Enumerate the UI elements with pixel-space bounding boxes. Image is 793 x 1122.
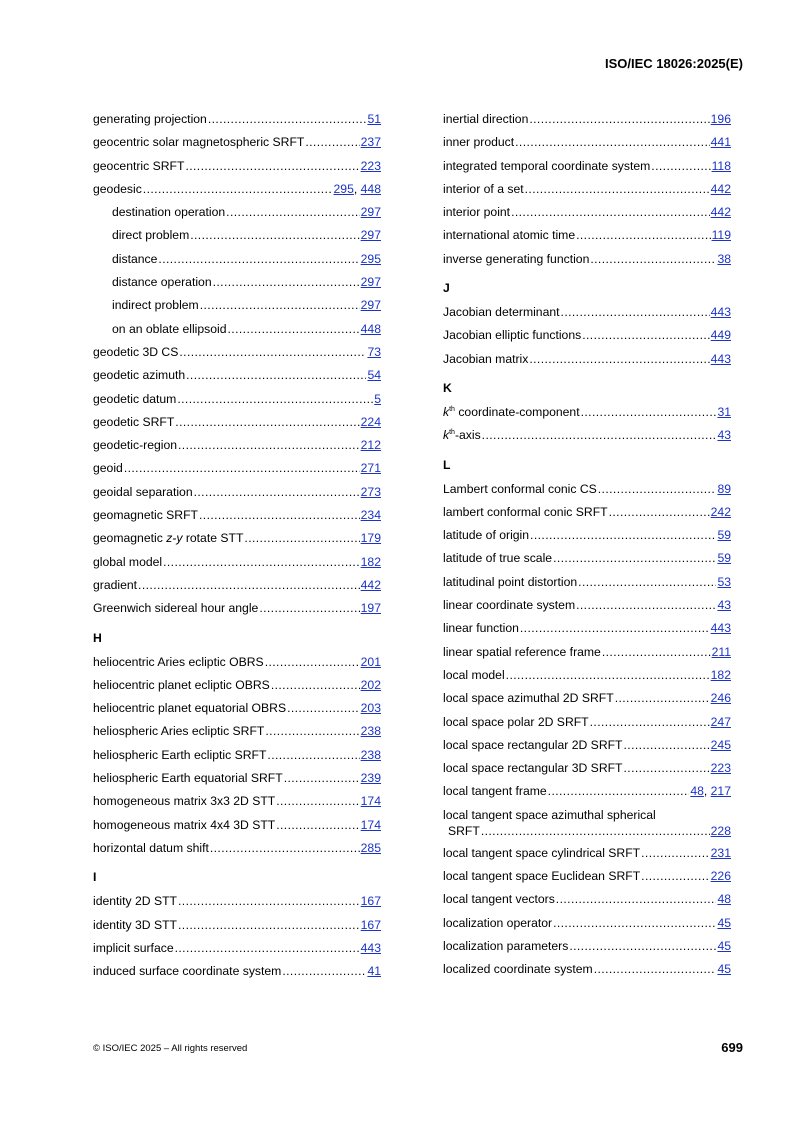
page-link[interactable]: 167	[360, 894, 381, 909]
page-link[interactable]: 201	[360, 654, 381, 669]
index-entry: geodetic-region ..... 212	[93, 436, 381, 459]
page-link[interactable]: 224	[360, 414, 381, 429]
page-link[interactable]: 54	[367, 368, 381, 383]
index-entry: geomagnetic z-y rotate STT ..... 179	[93, 529, 381, 552]
page-link[interactable]: 167	[360, 917, 381, 932]
page-link[interactable]: 43	[717, 598, 731, 613]
section-letter-h: H	[93, 630, 102, 645]
page-link[interactable]: 217	[710, 784, 731, 799]
index-entry: geomagnetic SRFT ..... 234	[93, 506, 381, 529]
page-link[interactable]: 297	[360, 228, 381, 243]
page-link[interactable]: 212	[360, 438, 381, 453]
page-link[interactable]: 53	[717, 574, 731, 589]
index-entry: identity 2D STT ..... 167	[93, 892, 381, 915]
index-entry: heliocentric planet equatorial OBRS ..... 203	[93, 699, 381, 722]
index-entry: Jacobian matrix ..... 443	[443, 350, 731, 373]
page-link[interactable]: 31	[717, 404, 731, 419]
index-entry: localization operator ..... 45	[443, 914, 731, 937]
index-entry: localized coordinate system ..... 45	[443, 960, 731, 983]
index-entry: Lambert conformal conic CS ..... 89	[443, 480, 731, 503]
index-entry: geodesic ..... 295, 448	[93, 180, 381, 203]
page-link[interactable]: 38	[717, 251, 731, 266]
document-header: ISO/IEC 18026:2025(E)	[604, 56, 743, 71]
index-entry: local space rectangular 3D SRFT ..... 223	[443, 759, 731, 782]
index-entry: horizontal datum shift ..... 285	[93, 839, 381, 862]
page-link[interactable]: 441	[710, 135, 731, 150]
page-number: 699	[721, 1040, 743, 1055]
index-entry: local tangent space azimuthal spherical SRFT ..... 228	[443, 806, 731, 844]
page-link[interactable]: 242	[710, 504, 731, 519]
section-letter-k: K	[443, 380, 452, 395]
index-entry: inverse generating function ..... 38	[443, 250, 731, 273]
index-entry: implicit surface ..... 443	[93, 939, 381, 962]
page-link[interactable]: 118	[711, 158, 731, 173]
index-entry: linear coordinate system ..... 43	[443, 596, 731, 619]
index-entry: geodetic azimuth ..... 54	[93, 366, 381, 389]
page-link[interactable]: 442	[710, 181, 731, 196]
index-entry: gradient ..... 442	[93, 576, 381, 599]
index-subentry: direct problem ..... 297	[93, 226, 381, 249]
page-link[interactable]: 59	[717, 551, 731, 566]
page-link[interactable]: 237	[360, 135, 381, 150]
index-subentry: distance operation ..... 297	[93, 273, 381, 296]
index-entry: heliocentric planet ecliptic OBRS ..... 202	[93, 676, 381, 699]
copyright-notice: © ISO/IEC 2025 – All rights reserved	[93, 1043, 248, 1054]
page-link[interactable]: 73	[367, 344, 381, 359]
page-link[interactable]: 5	[374, 391, 381, 406]
page-link[interactable]: 297	[360, 275, 381, 290]
page-link[interactable]: 211	[711, 644, 731, 659]
index-entry: lambert conformal conic SRFT ..... 242	[443, 503, 731, 526]
index-entry: local tangent space Euclidean SRFT ..... 226	[443, 867, 731, 890]
page-link[interactable]: 443	[360, 940, 381, 955]
index-entry: geodetic datum ..... 5	[93, 390, 381, 413]
index-entry: latitudinal point distortion ..... 53	[443, 573, 731, 596]
page-link[interactable]: 179	[360, 531, 381, 546]
page-link[interactable]: 48	[690, 784, 704, 799]
page-link[interactable]: 448	[360, 321, 381, 336]
page-link[interactable]: 239	[360, 771, 381, 786]
index-entry: local space azimuthal 2D SRFT ..... 246	[443, 689, 731, 712]
page-link[interactable]: 89	[717, 481, 731, 496]
page-link[interactable]: 443	[710, 305, 731, 320]
page-link[interactable]: 223	[710, 761, 731, 776]
page-link[interactable]: 119	[711, 228, 731, 243]
index-entry: latitude of origin ..... 59	[443, 526, 731, 549]
page-link[interactable]: 297	[360, 205, 381, 220]
page-link[interactable]: 45	[717, 915, 731, 930]
index-entry: geocentric SRFT ..... 223	[93, 157, 381, 180]
page-link[interactable]: 271	[360, 461, 381, 476]
page-link[interactable]: 48	[717, 892, 731, 907]
index-column-right	[443, 110, 731, 984]
index-subentry: distance ..... 295	[93, 250, 381, 273]
index-entry: local space polar 2D SRFT ..... 247	[443, 713, 731, 736]
index-entry: integrated temporal coordinate system ..... 118	[443, 157, 731, 180]
index-entry: inner product ..... 441	[443, 133, 731, 156]
page-link[interactable]: 203	[360, 701, 381, 716]
index-entry: $k^{th}$-axis ..... 43	[443, 426, 731, 449]
index-entry: local tangent vectors ..... 48	[443, 890, 731, 913]
index-entry: local space rectangular 2D SRFT ..... 245	[443, 736, 731, 759]
index-entry: local model ..... 182	[443, 666, 731, 689]
page-link[interactable]: 295	[360, 251, 381, 266]
page-link[interactable]: 182	[710, 667, 731, 682]
index-entry: heliospheric Aries ecliptic SRFT ..... 238	[93, 722, 381, 745]
section-letter-l: L	[443, 457, 451, 472]
page-link[interactable]: 228	[710, 823, 731, 838]
page-link[interactable]: 246	[710, 691, 731, 706]
section-letter-i: I	[93, 870, 97, 885]
page-link[interactable]: 226	[710, 869, 731, 884]
index-entry: linear spatial reference frame ..... 211	[443, 643, 731, 666]
index-entry: geocentric solar magnetospheric SRFT ..... 237	[93, 133, 381, 156]
index-entry: geodetic SRFT ..... 224	[93, 413, 381, 436]
index-entry: heliospheric Earth ecliptic SRFT ..... 238	[93, 746, 381, 769]
index-entry: international atomic time ..... 119	[443, 226, 731, 249]
page-link[interactable]: 448	[360, 181, 381, 196]
index-entry: identity 3D STT ..... 167	[93, 916, 381, 939]
index-subentry: destination operation ..... 297	[93, 203, 381, 226]
page-link[interactable]: 43	[717, 428, 731, 443]
index-entry: homogeneous matrix 3x3 2D STT ..... 174	[93, 792, 381, 815]
page-link[interactable]: 174	[360, 817, 381, 832]
page-link[interactable]: 443	[710, 351, 731, 366]
index-entry: inertial direction ..... 196	[443, 110, 731, 133]
index-entry: geoidal separation ..... 273	[93, 483, 381, 506]
page-link[interactable]: 273	[360, 484, 381, 499]
page-link[interactable]: 41	[367, 964, 381, 979]
index-entry: geoid ..... 271	[93, 459, 381, 482]
index-subentry: indirect problem ..... 297	[93, 296, 381, 319]
index-entry: Greenwich sidereal hour angle ..... 197	[93, 599, 381, 622]
page-link[interactable]: 182	[360, 554, 381, 569]
index-entry: latitude of true scale ..... 59	[443, 549, 731, 572]
page-link[interactable]: 297	[360, 298, 381, 313]
index-entry: interior of a set ..... 442	[443, 180, 731, 203]
page-link[interactable]: 196	[710, 112, 731, 126]
page-link[interactable]: 449	[710, 328, 731, 343]
page-link[interactable]: 238	[360, 747, 381, 762]
page-link[interactable]: 442	[710, 205, 731, 220]
page-link[interactable]: 245	[710, 737, 731, 752]
section-letter-j: J	[443, 281, 450, 296]
page-link[interactable]: 247	[710, 714, 731, 729]
index-entry: local tangent frame ..... 48, 217	[443, 782, 731, 805]
index-subentry: on an oblate ellipsoid ..... 448	[93, 320, 381, 343]
index-entry: global model ..... 182	[93, 553, 381, 576]
page-link[interactable]: 223	[360, 158, 381, 173]
page-link[interactable]: 202	[360, 677, 381, 692]
index-entry: localization parameters ..... 45	[443, 937, 731, 960]
page-link[interactable]: 51	[367, 112, 381, 126]
index-entry: heliocentric Aries ecliptic OBRS ..... 201	[93, 653, 381, 676]
index-entry: geodetic 3D CS ..... 73	[93, 343, 381, 366]
index-entry: interior point ..... 442	[443, 203, 731, 226]
page-link[interactable]: 295	[333, 181, 354, 196]
page-link[interactable]: 231	[710, 845, 731, 860]
page-link[interactable]: 238	[360, 724, 381, 739]
index-entry: homogeneous matrix 4x4 3D STT ..... 174	[93, 816, 381, 839]
page-link[interactable]: 285	[360, 840, 381, 855]
page-link[interactable]: 45	[717, 938, 731, 953]
index-entry: heliospheric Earth equatorial SRFT ..... 239	[93, 769, 381, 792]
page-link[interactable]: 45	[717, 962, 731, 977]
index-entry: induced surface coordinate system ..... 41	[93, 962, 381, 985]
index-entry: generating projection ..... 51	[93, 110, 381, 133]
index-entry: $k^{th}$ coordinate-component ..... 31	[443, 403, 731, 426]
index-entry: local tangent space cylindrical SRFT ..... 231	[443, 844, 731, 867]
index-entry: Jacobian determinant ..... 443	[443, 303, 731, 326]
index-entry: linear function ..... 443	[443, 619, 731, 642]
page-link[interactable]: 197	[360, 601, 381, 616]
page-link[interactable]: 174	[360, 794, 381, 809]
page-link[interactable]: 59	[717, 528, 731, 543]
page-link[interactable]: 234	[360, 508, 381, 523]
page-link[interactable]: 443	[710, 621, 731, 636]
index-entry: Jacobian elliptic functions ..... 449	[443, 326, 731, 349]
page-link[interactable]: 442	[360, 577, 381, 592]
index-column-left	[93, 110, 381, 985]
